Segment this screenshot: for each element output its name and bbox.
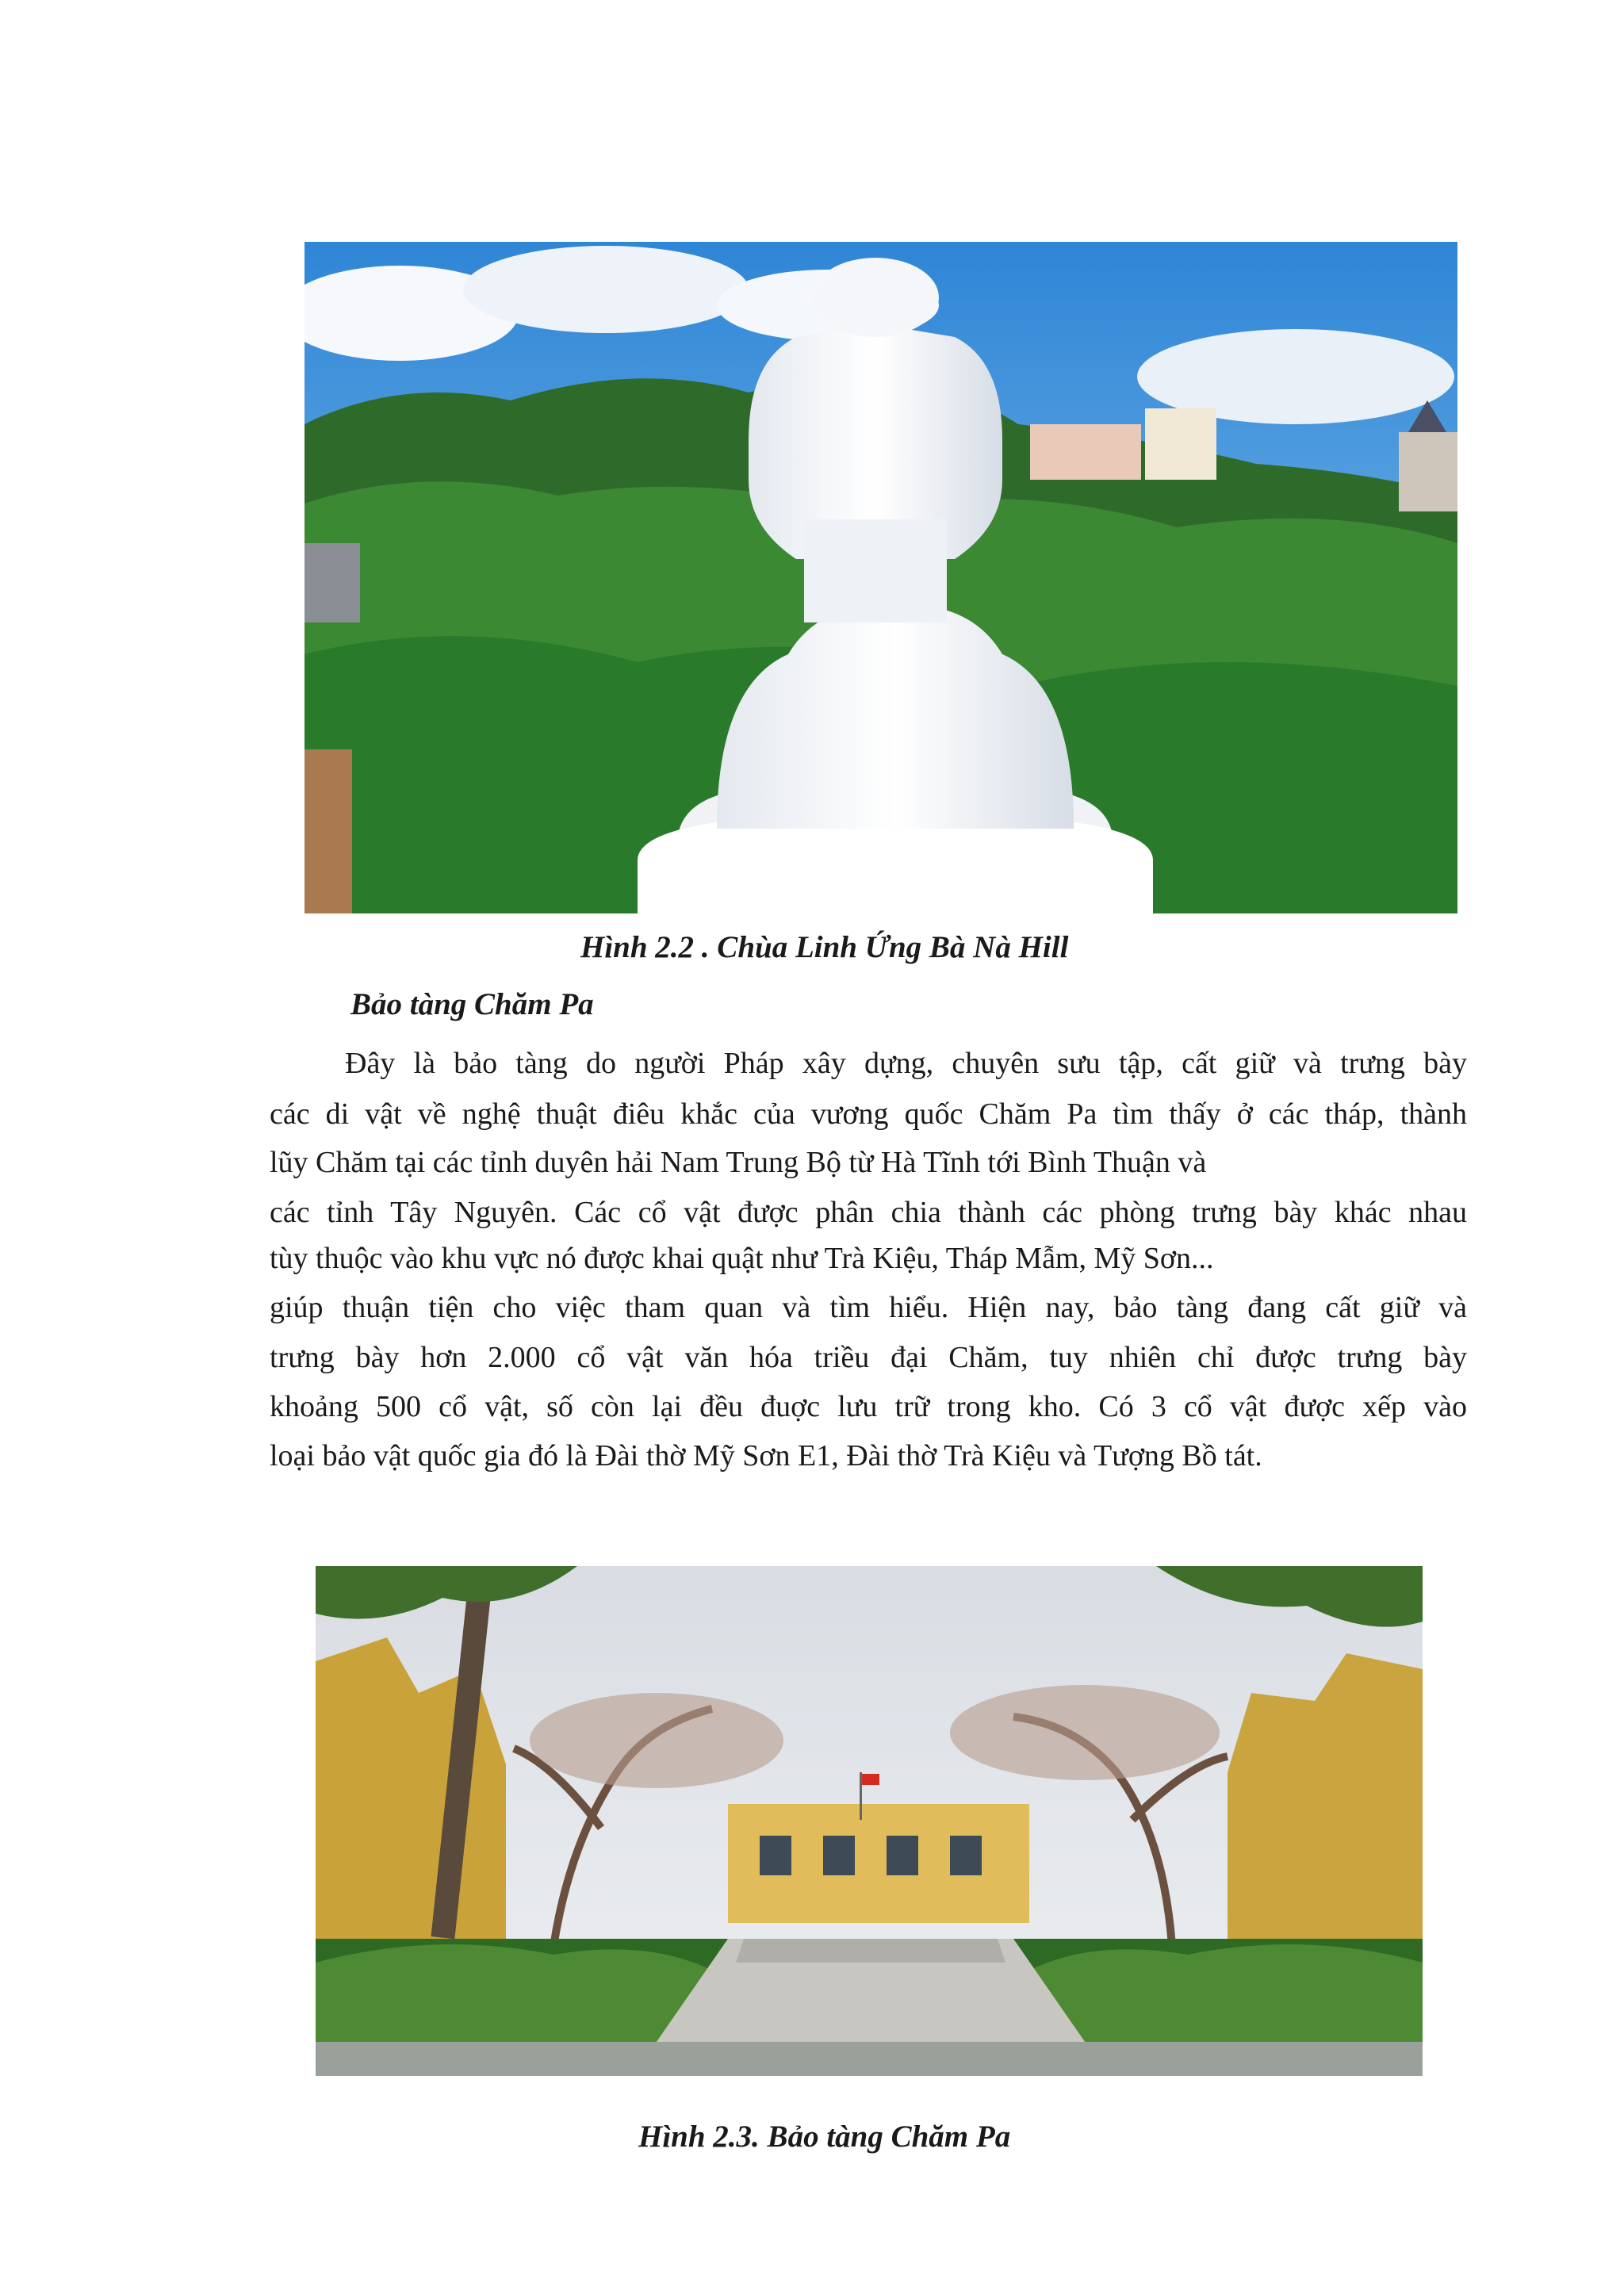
paragraph-line: khoảng 500 cổ vật, số còn lại đều đuợc lưu trữ trong kho. Có 3 cổ vật được xếp vào: [270, 1390, 1467, 1423]
paragraph-line: giúp thuận tiện cho việc tham quan và tìm hiểu. Hiện nay, bảo tàng đang cất giữ và: [270, 1291, 1467, 1324]
figure-caption: Hình 2.2 . Chùa Linh Ứng Bà Nà Hill: [580, 930, 1069, 964]
paragraph-line: các tỉnh Tây Nguyên. Các cổ vật được phân chia thành các phòng trưng bày khác nhau: [270, 1196, 1467, 1229]
paragraph-line: Đây là bảo tàng do người Pháp xây dựng, chuyên sưu tập, cất giữ và trưng bày: [345, 1047, 1467, 1080]
paragraph-line: lũy Chăm tại các tỉnh duyên hải Nam Trung Bộ từ Hà Tĩnh tới Bình Thuận và: [270, 1146, 1207, 1179]
cham-museum-photo: [316, 1566, 1423, 2076]
buddha-statue-photo: [304, 242, 1457, 913]
figure-caption: Hình 2.3. Bảo tàng Chăm Pa: [638, 2120, 1011, 2154]
paragraph-line: loại bảo vật quốc gia đó là Đài thờ Mỹ Sơn E1, Đài thờ Trà Kiệu và Tượng Bồ tát.: [270, 1439, 1262, 1473]
paragraph-line: tùy thuộc vào khu vực nó được khai quật như Trà Kiệu, Tháp Mẫm, Mỹ Sơn...: [270, 1242, 1214, 1275]
section-heading: Bảo tàng Chăm Pa: [350, 987, 594, 1021]
paragraph-line: trưng bày hơn 2.000 cổ vật văn hóa triều đại Chăm, tuy nhiên chỉ được trưng bày: [270, 1341, 1467, 1374]
paragraph-line: các di vật về nghệ thuật điêu khắc của vương quốc Chăm Pa tìm thấy ở các tháp, thành: [270, 1097, 1467, 1131]
